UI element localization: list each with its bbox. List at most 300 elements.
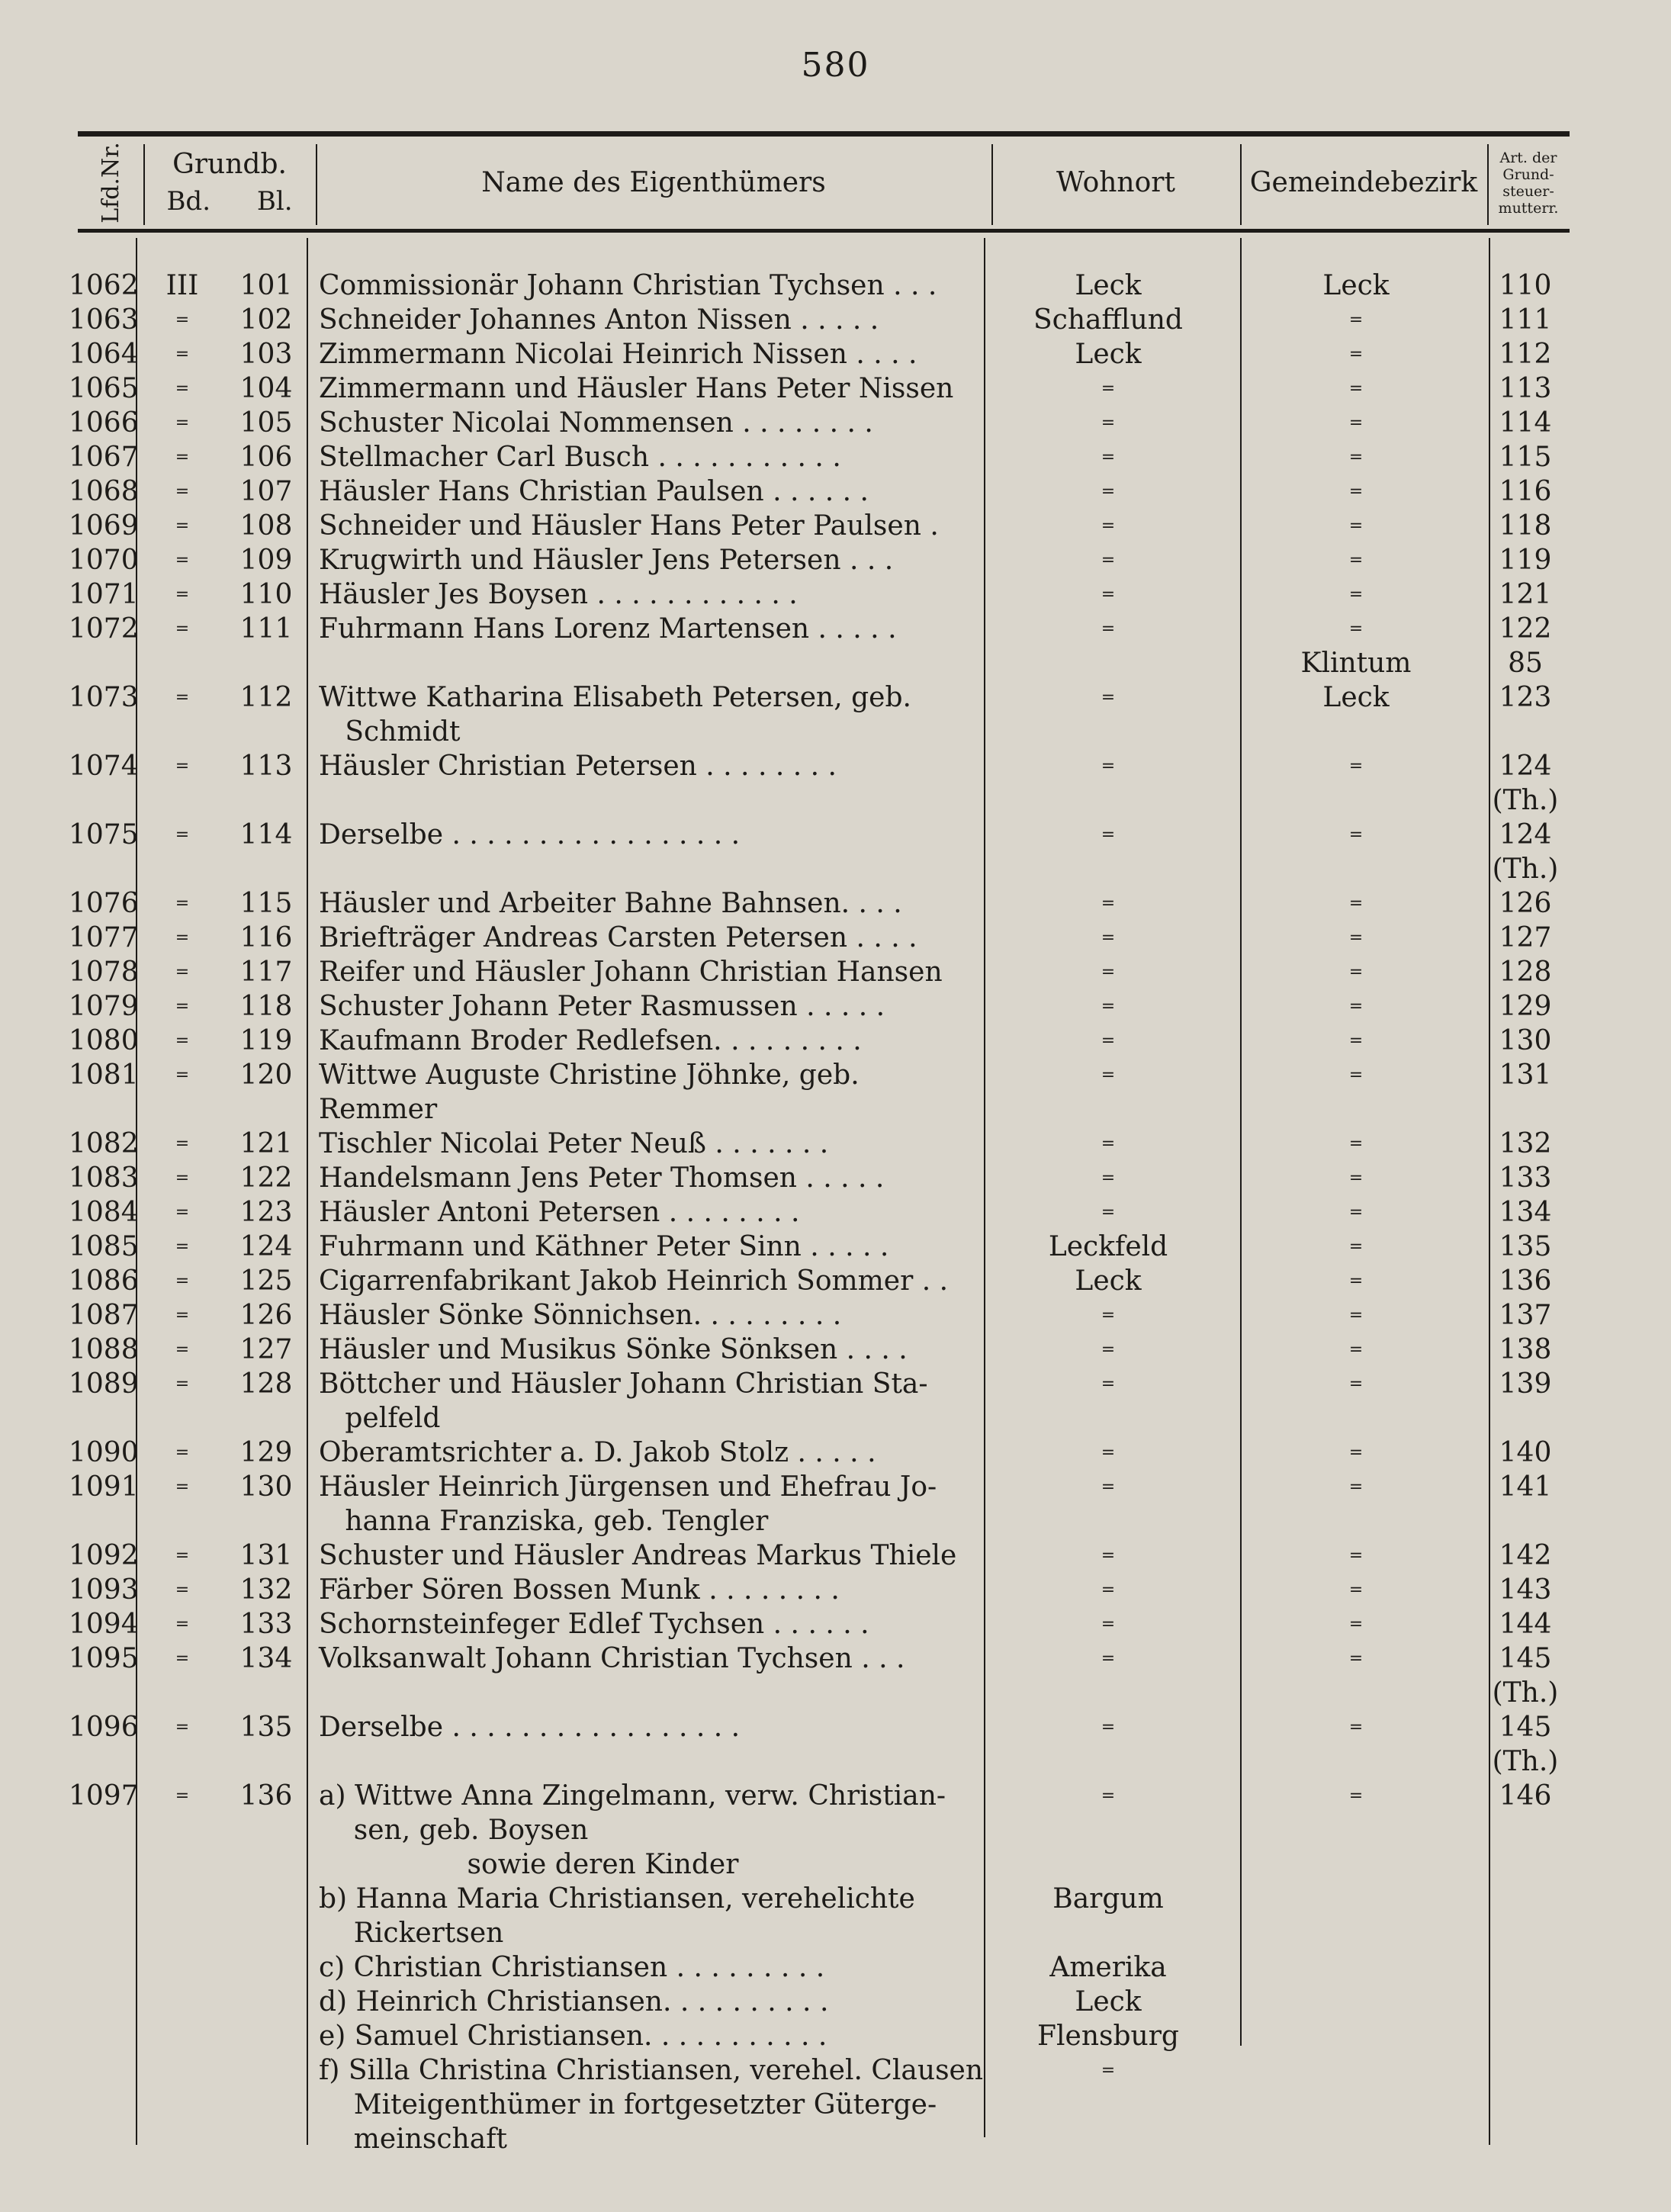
row-art: 131 [1499, 1059, 1552, 1091]
row-number: 1091 [69, 1471, 139, 1503]
row-blatt: 125 [239, 1265, 293, 1297]
row-art: 145 [1499, 1712, 1552, 1743]
row-art: 123 [1499, 682, 1552, 713]
row-art: 124 [1499, 751, 1552, 782]
row-blatt: 116 [239, 922, 293, 953]
row-number [69, 646, 140, 680]
row-blatt [224, 1676, 308, 1710]
table-row [69, 1127, 1579, 1161]
row-art: 115 [1499, 442, 1552, 473]
row-wohnort: = [1101, 1134, 1116, 1153]
header-band: Bd. [166, 186, 210, 217]
row-blatt: 107 [239, 476, 293, 507]
row-blatt: 110 [239, 579, 293, 610]
row-wohnort: Bargum [1052, 1883, 1164, 1915]
table-row [69, 1333, 1579, 1367]
table-row [69, 303, 1579, 337]
table-row [69, 371, 1579, 406]
row-number: 1089 [69, 1368, 139, 1400]
row-number [69, 2019, 140, 2053]
row-owner-name: Cigarrenfabrikant Jakob Heinrich Sommer . . [319, 1265, 949, 1297]
row-band: III [165, 270, 199, 301]
row-band [140, 2019, 224, 2053]
row-band [140, 1676, 224, 1710]
row-owner-name: Schuster Johann Peter Rasmussen . . . . . [319, 991, 885, 1022]
row-art: (Th.) [1492, 1746, 1559, 1777]
table-row [69, 1847, 1579, 1882]
row-number: 1082 [69, 1128, 139, 1159]
row-wohnort: = [1101, 413, 1116, 432]
row-wohnort: Flensburg [1037, 2021, 1179, 2052]
row-band [140, 1813, 224, 1847]
row-blatt [224, 1504, 308, 1538]
row-art: 124 [1499, 819, 1552, 850]
row-wohnort: Schafflund [1033, 304, 1183, 336]
row-number: 1063 [69, 304, 139, 336]
row-blatt: 129 [239, 1437, 293, 1468]
row-gemeinde [1232, 1813, 1480, 1847]
row-blatt [224, 1882, 308, 1916]
row-gemeinde: = [1348, 1649, 1364, 1668]
row-number [69, 1744, 140, 1779]
row-band: = [175, 1237, 190, 1256]
row-wohnort: Amerika [1049, 1952, 1167, 1983]
row-wohnort: = [1101, 1477, 1116, 1497]
row-art: 141 [1499, 1471, 1552, 1503]
row-wohnort: = [1101, 1169, 1116, 1188]
row-gemeinde: = [1348, 413, 1364, 432]
row-number: 1070 [69, 545, 139, 576]
row-number: 1066 [69, 407, 139, 439]
row-owner-name: Häusler Antoni Petersen . . . . . . . . [319, 1197, 800, 1228]
row-blatt: 132 [239, 1574, 293, 1606]
row-gemeinde: = [1348, 1340, 1364, 1359]
row-blatt: 112 [239, 682, 293, 713]
row-band: = [175, 757, 190, 776]
row-number: 1090 [69, 1437, 139, 1468]
row-wohnort: = [1101, 2061, 1116, 2080]
row-gemeinde: Leck [1322, 270, 1390, 301]
header-gemeinde: Gemeindebezirk [1249, 167, 1478, 198]
row-blatt: 119 [239, 1025, 293, 1056]
row-wohnort: = [1101, 1203, 1116, 1222]
row-band: = [175, 688, 190, 707]
table-row [69, 1985, 1579, 2019]
row-number: 1062 [69, 270, 139, 301]
row-art: 127 [1499, 922, 1552, 953]
row-number: 1064 [69, 339, 139, 370]
row-blatt: 130 [239, 1471, 293, 1503]
row-wohnort: = [1101, 1031, 1116, 1050]
row-owner-name: Miteigenthümer in fortgesetzter Güterge- [319, 2089, 937, 2120]
row-band [140, 1882, 224, 1916]
row-number: 1071 [69, 579, 139, 610]
table-body [69, 268, 1579, 2156]
table-row [69, 1367, 1579, 1401]
row-gemeinde [1232, 2053, 1480, 2088]
row-wohnort [984, 1504, 1232, 1538]
row-owner-name: Schornsteinfeger Edlef Tychsen . . . . . . [319, 1609, 869, 1640]
row-blatt [224, 646, 308, 680]
row-band [140, 2122, 224, 2156]
row-owner-name: Schuster und Häusler Andreas Markus Thiele [319, 1540, 957, 1571]
row-gemeinde [1232, 1676, 1480, 1710]
table-row [69, 440, 1579, 474]
row-wohnort: = [1101, 894, 1116, 913]
row-band: = [175, 1340, 190, 1359]
row-number: 1096 [69, 1712, 139, 1743]
row-blatt: 106 [239, 442, 293, 473]
row-band: = [175, 1272, 190, 1291]
row-blatt: 111 [239, 613, 293, 645]
row-gemeinde [1232, 2122, 1480, 2156]
row-gemeinde: = [1348, 1066, 1364, 1085]
row-number [69, 1847, 140, 1882]
row-wohnort: Leck [1075, 1265, 1142, 1297]
row-art: 133 [1499, 1162, 1552, 1194]
row-gemeinde: = [1348, 345, 1364, 364]
row-blatt: 133 [239, 1609, 293, 1640]
row-wohnort: = [1101, 448, 1116, 467]
row-art: 136 [1499, 1265, 1552, 1297]
row-owner-name: Häusler und Musikus Sönke Sönksen . . . . [319, 1334, 908, 1365]
row-number [69, 2053, 140, 2088]
row-art: 138 [1499, 1334, 1552, 1365]
row-wohnort: = [1101, 1340, 1116, 1359]
row-band [140, 852, 224, 886]
row-wohnort: Leck [1075, 339, 1142, 370]
row-owner-name: Färber Sören Bossen Munk . . . . . . . . [319, 1574, 840, 1606]
row-gemeinde: Leck [1322, 682, 1390, 713]
row-number: 1076 [69, 888, 139, 919]
row-band: = [175, 1203, 190, 1222]
row-wohnort [984, 852, 1232, 886]
row-owner-name: Schneider und Häusler Hans Peter Paulsen . [319, 510, 939, 542]
row-gemeinde: = [1348, 1134, 1364, 1153]
row-band: = [175, 619, 190, 638]
header-blatt: Bl. [256, 186, 293, 217]
row-blatt [224, 1847, 308, 1882]
table-row [69, 1024, 1579, 1058]
row-gemeinde [1232, 1950, 1480, 1985]
table-row [69, 1538, 1579, 1573]
row-number: 1080 [69, 1025, 139, 1056]
row-band [140, 715, 224, 749]
row-art: 85 [1508, 648, 1543, 679]
row-owner-name: Kaufmann Broder Redlefsen. . . . . . . . . [319, 1025, 862, 1056]
row-band: = [175, 1134, 190, 1153]
table-row [69, 268, 1579, 303]
row-wohnort [984, 1676, 1232, 1710]
row-blatt: 102 [239, 304, 293, 336]
row-band [140, 783, 224, 818]
row-gemeinde: Klintum [1300, 648, 1412, 679]
row-owner-name: Schuster Nicolai Nommensen . . . . . . . . [319, 407, 873, 439]
row-gemeinde: = [1348, 1031, 1364, 1050]
row-gemeinde: = [1348, 1374, 1364, 1394]
row-band: = [175, 379, 190, 398]
row-gemeinde [1232, 783, 1480, 818]
row-number: 1078 [69, 956, 139, 988]
row-gemeinde: = [1348, 825, 1364, 844]
row-wohnort: = [1101, 619, 1116, 638]
row-art: 116 [1499, 476, 1552, 507]
row-art: 121 [1499, 579, 1552, 610]
row-gemeinde: = [1348, 1718, 1364, 1737]
row-art: 139 [1499, 1368, 1552, 1400]
row-gemeinde: = [1348, 516, 1364, 535]
row-band: = [175, 310, 190, 330]
row-number: 1068 [69, 476, 139, 507]
row-blatt: 103 [239, 339, 293, 370]
row-blatt: 122 [239, 1162, 293, 1194]
row-owner-name: Krugwirth und Häusler Jens Petersen . . . [319, 545, 894, 576]
row-owner-name: c) Christian Christiansen . . . . . . . . . [319, 1952, 825, 1983]
row-gemeinde: = [1348, 619, 1364, 638]
row-gemeinde: = [1348, 448, 1364, 467]
table-row [69, 474, 1579, 509]
row-blatt [224, 2053, 308, 2088]
row-art: 126 [1499, 888, 1552, 919]
row-wohnort [984, 1401, 1232, 1436]
row-wohnort: = [1101, 1374, 1116, 1394]
row-owner-name: Zimmermann Nicolai Heinrich Nissen . . . . [319, 339, 917, 370]
table-row [69, 1504, 1579, 1538]
row-number: 1092 [69, 1540, 139, 1571]
row-band: = [175, 825, 190, 844]
row-art [1480, 2019, 1571, 2053]
table-row [69, 921, 1579, 955]
row-owner-name: Fuhrmann Hans Lorenz Martensen . . . . . [319, 613, 897, 645]
table-row [69, 1950, 1579, 1985]
row-blatt [224, 1916, 308, 1950]
table-row [69, 1230, 1579, 1264]
row-band: = [175, 1649, 190, 1668]
row-art: 119 [1499, 545, 1552, 576]
row-blatt [224, 1985, 308, 2019]
top-rule [78, 131, 1570, 137]
table-row [69, 852, 1579, 886]
row-blatt [224, 852, 308, 886]
row-gemeinde: = [1348, 1306, 1364, 1325]
table-row [69, 337, 1579, 371]
header-name: Name des Eigenthümers [481, 167, 826, 198]
row-wohnort: = [1101, 757, 1116, 776]
table-row [69, 1710, 1579, 1744]
row-art: (Th.) [1492, 785, 1559, 816]
row-gemeinde: = [1348, 997, 1364, 1016]
row-blatt: 108 [239, 510, 293, 542]
row-blatt: 120 [239, 1059, 293, 1091]
row-gemeinde: = [1348, 757, 1364, 776]
row-owner-name: Commissionär Johann Christian Tychsen . . . [319, 270, 937, 301]
row-blatt: 123 [239, 1197, 293, 1228]
row-art: 113 [1499, 373, 1552, 404]
row-wohnort: = [1101, 551, 1116, 570]
row-art: 145 [1499, 1643, 1552, 1674]
row-gemeinde: = [1348, 1203, 1364, 1222]
row-owner-name: sen, geb. Boysen [319, 1815, 589, 1846]
row-blatt [224, 715, 308, 749]
row-gemeinde: = [1348, 585, 1364, 604]
row-art: 146 [1499, 1780, 1552, 1812]
table-row [69, 2053, 1579, 2088]
row-band: = [175, 1066, 190, 1085]
row-wohnort [984, 1916, 1232, 1950]
row-art: 144 [1499, 1609, 1552, 1640]
row-band [140, 1504, 224, 1538]
row-gemeinde: = [1348, 894, 1364, 913]
row-gemeinde [1232, 1504, 1480, 1538]
row-number [69, 1950, 140, 1985]
row-owner-name: Böttcher und Häusler Johann Christian Sta- [319, 1368, 928, 1400]
table-row [69, 715, 1579, 749]
row-art [1480, 2053, 1571, 2088]
row-band: = [175, 1718, 190, 1737]
row-wohnort: = [1101, 1306, 1116, 1325]
row-owner-name: Derselbe . . . . . . . . . . . . . . . . . [319, 1712, 741, 1743]
row-number: 1095 [69, 1643, 139, 1674]
table-row [69, 1573, 1579, 1607]
table-row [69, 886, 1579, 921]
table-row [69, 1298, 1579, 1333]
row-gemeinde: = [1348, 1786, 1364, 1805]
row-band [140, 1847, 224, 1882]
row-wohnort: = [1101, 1546, 1116, 1565]
row-blatt: 105 [239, 407, 293, 439]
table-row [69, 783, 1579, 818]
row-number [69, 2122, 140, 2156]
row-blatt: 115 [239, 888, 293, 919]
row-gemeinde: = [1348, 310, 1364, 330]
row-number [69, 1504, 140, 1538]
table-row [69, 612, 1579, 646]
row-art: 128 [1499, 956, 1552, 988]
row-gemeinde [1232, 715, 1480, 749]
row-number: 1094 [69, 1609, 139, 1640]
row-owner-name: Häusler Christian Petersen . . . . . . . . [319, 751, 837, 782]
row-band: = [175, 1374, 190, 1394]
row-number: 1074 [69, 751, 139, 782]
row-band: = [175, 1786, 190, 1805]
row-gemeinde [1232, 1985, 1480, 2019]
row-blatt: 101 [239, 270, 293, 301]
row-wohnort: = [1101, 997, 1116, 1016]
row-owner-name [308, 852, 984, 886]
row-number: 1087 [69, 1300, 139, 1331]
row-owner-name: Tischler Nicolai Peter Neuß . . . . . . . [319, 1128, 829, 1159]
table-row [69, 543, 1579, 577]
row-owner-name: sowie deren Kinder [319, 1849, 739, 1880]
row-gemeinde: = [1348, 1443, 1364, 1462]
row-owner-name: Häusler Jes Boysen . . . . . . . . . . . . [319, 579, 798, 610]
row-owner-name: Wittwe Auguste Christine Jöhnke, geb. Remmer [319, 1059, 869, 1125]
row-owner-name: Häusler Sönke Sönnichsen. . . . . . . . . [319, 1300, 842, 1331]
table-row [69, 1401, 1579, 1436]
header-grundbuch [143, 137, 316, 229]
row-band: = [175, 413, 190, 432]
row-number [69, 1985, 140, 2019]
table-row [69, 1436, 1579, 1470]
row-blatt: 135 [239, 1712, 293, 1743]
row-art [1480, 1847, 1571, 1882]
row-owner-name: Stellmacher Carl Busch . . . . . . . . . . . [319, 442, 841, 473]
row-blatt: 121 [239, 1128, 293, 1159]
table-row [69, 1161, 1579, 1195]
row-owner-name: Schmidt [319, 716, 461, 748]
table-row [69, 2088, 1579, 2122]
row-wohnort: = [1101, 1615, 1116, 1634]
row-gemeinde: = [1348, 1580, 1364, 1600]
row-art [1480, 1504, 1571, 1538]
row-blatt: 118 [239, 991, 293, 1022]
row-owner-name [308, 783, 984, 818]
row-gemeinde [1232, 1401, 1480, 1436]
row-wohnort: = [1101, 1649, 1116, 1668]
row-blatt [224, 2122, 308, 2156]
row-band [140, 646, 224, 680]
row-art [1480, 1916, 1571, 1950]
header-art: Art. der Grund- steuer- mutterr. [1498, 149, 1559, 217]
row-owner-name: pelfeld [319, 1403, 441, 1434]
row-owner-name: Briefträger Andreas Carsten Petersen . . . . [319, 922, 917, 953]
row-blatt: 127 [239, 1334, 293, 1365]
row-number [69, 852, 140, 886]
row-owner-name: Zimmermann und Häusler Hans Peter Nissen [319, 373, 954, 404]
row-art [1480, 1813, 1571, 1847]
table-row [69, 2019, 1579, 2053]
row-gemeinde: = [1348, 482, 1364, 501]
row-band: = [175, 1477, 190, 1497]
row-band: = [175, 345, 190, 364]
header-grundbuch-label: Grundb. [172, 149, 287, 180]
row-wohnort: = [1101, 1443, 1116, 1462]
row-owner-name: Fuhrmann und Käthner Peter Sinn . . . . . [319, 1231, 889, 1262]
row-owner-name: b) Hanna Maria Christiansen, verehelichte [319, 1883, 915, 1915]
row-owner-name: Häusler und Arbeiter Bahne Bahnsen. . . . [319, 888, 902, 919]
row-number: 1073 [69, 682, 139, 713]
table-row [69, 646, 1579, 680]
row-band: = [175, 1443, 190, 1462]
table-row [69, 1470, 1579, 1504]
row-owner-name: d) Heinrich Christiansen. . . . . . . . . . [319, 1986, 829, 2017]
row-gemeinde: = [1348, 963, 1364, 982]
row-art: 137 [1499, 1300, 1552, 1331]
row-blatt: 128 [239, 1368, 293, 1400]
row-number: 1065 [69, 373, 139, 404]
row-band: = [175, 585, 190, 604]
row-blatt: 124 [239, 1231, 293, 1262]
row-blatt: 126 [239, 1300, 293, 1331]
row-gemeinde: = [1348, 1546, 1364, 1565]
row-wohnort: = [1101, 688, 1116, 707]
row-owner-name: Häusler Hans Christian Paulsen . . . . . . [319, 476, 869, 507]
row-band: = [175, 448, 190, 467]
row-owner-name: Volksanwalt Johann Christian Tychsen . . . [319, 1643, 905, 1674]
row-band: = [175, 894, 190, 913]
row-number: 1085 [69, 1231, 139, 1262]
row-wohnort [984, 1847, 1232, 1882]
row-art: 110 [1499, 270, 1552, 301]
row-number: 1093 [69, 1574, 139, 1606]
row-art: 134 [1499, 1197, 1552, 1228]
row-blatt [224, 783, 308, 818]
table-row [69, 1641, 1579, 1676]
row-number [69, 1882, 140, 1916]
row-blatt: 113 [239, 751, 293, 782]
row-gemeinde [1232, 1882, 1480, 1916]
row-wohnort: = [1101, 1066, 1116, 1085]
